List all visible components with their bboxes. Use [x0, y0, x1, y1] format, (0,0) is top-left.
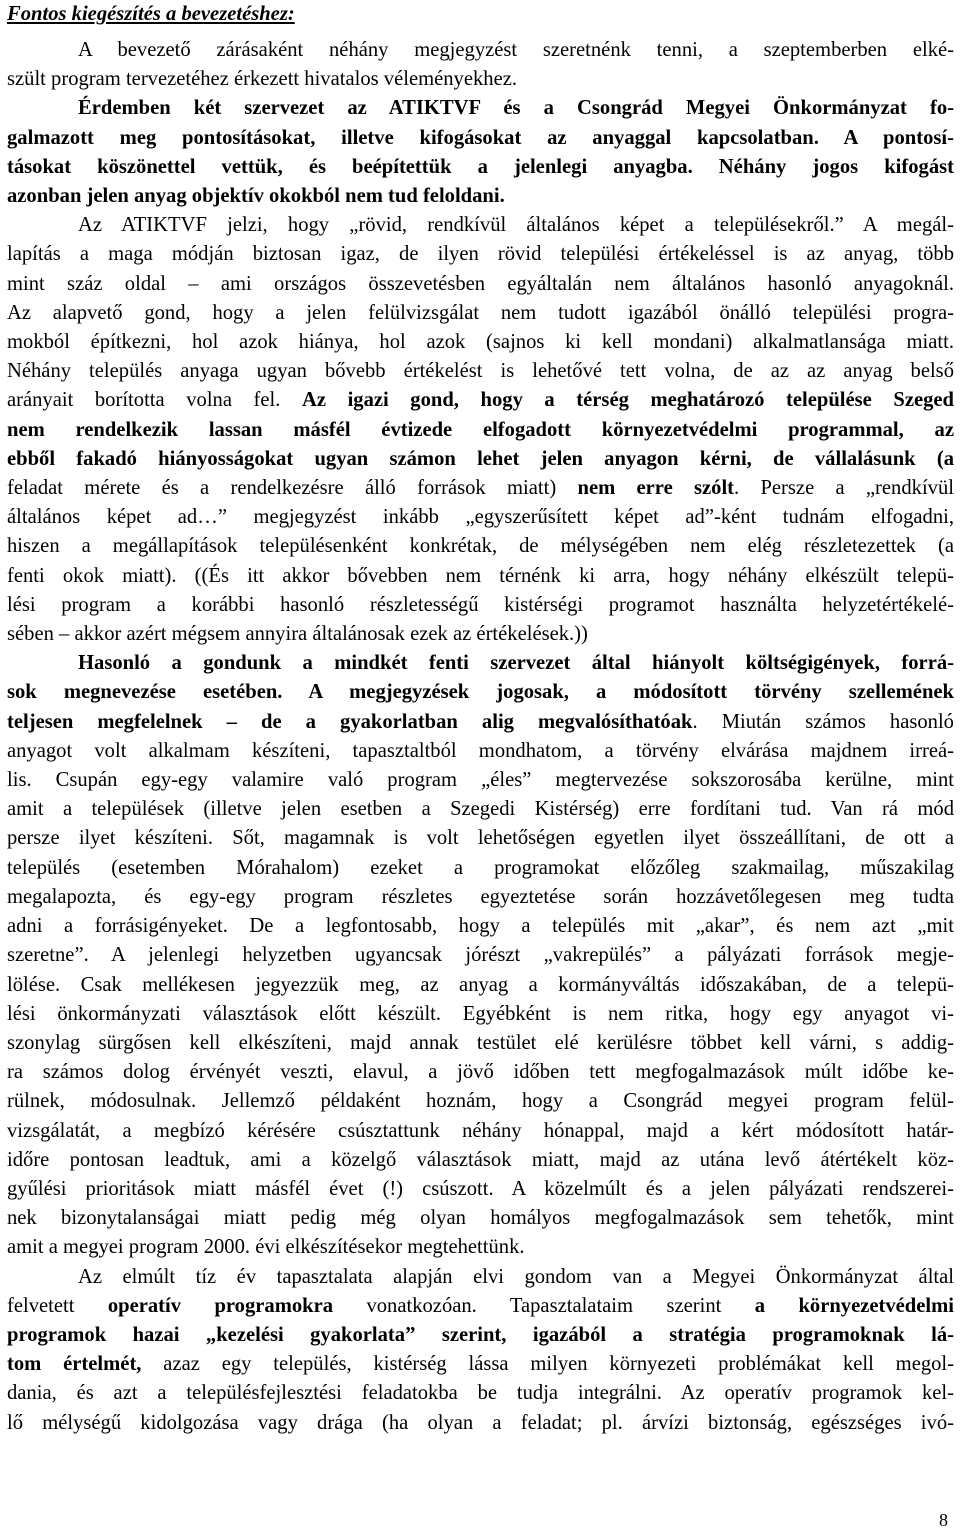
- text-line: nek bizonytalanságai miatt pedig még olyan homályos megfogalmazások sem tehetők, mint: [7, 1207, 954, 1230]
- text-line: ebből fakadó hiányosságokat ugyan számon lehet jelen anyagon kérni, de vállalásunk (a: [7, 447, 954, 470]
- text-line: anyagot volt alkalmam készíteni, tapasztaltból mondhatom, a törvény elvárása majdnem irreá-: [7, 739, 954, 762]
- text-line: amit a települések (illetve jelen esetben a Szegedi Kistérség) erre fordítani tud. Van rá mód: [7, 798, 954, 821]
- text-line: dania, és azt a településfejlesztési feladatokba be tudja integrálni. Az operatív programok kel-: [7, 1382, 954, 1405]
- text-line: lapítás a maga módján biztosan igaz, de ilyen rövid települési értékeléssel is az anyag, több: [7, 243, 954, 266]
- text-line: programok hazai „kezelési gyakorlata” szerint, igazából a stratégia programoknak lá-: [7, 1323, 954, 1346]
- text-line: település (esetemben Mórahalom) ezeket a programokat előzőleg szakmailag, műszakilag: [7, 856, 954, 879]
- text-line: szonylag sürgősen kell elkészíteni, majd annak testület elé kerülésre többet kell várni, s addig-: [7, 1031, 954, 1054]
- text-line: A bevezető zárásaként néhány megjegyzést szeretnénk tenni, a szeptemberben elké-: [78, 39, 954, 61]
- text-line: amit a megyei program 2000. évi elkészítésekor megtehettünk.: [7, 1236, 525, 1259]
- text-line: általános képet ad…” megjegyzést inkább „egyszerűsített képet ad”-ként tudnám elfogadni,: [7, 506, 954, 529]
- text-line: teljesen megfelelnek – de a gyakorlatban alig megvalósíthatóak. Miután számos hasonló: [7, 710, 954, 733]
- text-line: sok megnevezése esetében. A megjegyzések jogosak, a módosított törvény szellemének: [7, 681, 954, 704]
- text-line: időre pontosan leadtuk, ami a közelgő választások miatt, majd az utána levő átértékelt köz-: [7, 1148, 954, 1171]
- text-line: fenti okok miatt). ((És itt akkor bővebben nem térnénk ki arra, hogy néhány elkészült telepü-: [7, 564, 954, 587]
- text-line: lis. Csupán egy-egy valamire való program „éles” megtervezése sokszorosába kerülne, mint: [7, 769, 954, 792]
- text-line: felvetett operatív programokra vonatkozóan. Tapasztalataim szerint a környezetvédelmi: [7, 1294, 954, 1317]
- text-line: szült program tervezetéhez érkezett hivatalos véleményekhez.: [7, 68, 518, 91]
- text-line: Az alapvető gond, hogy a jelen felülvizsgálat nem tudott igazából önálló települési progra-: [7, 301, 954, 324]
- text-line: szeretne”. A jelenlegi helyzetben ugyancsak jórészt „vakrepülés” a pályázati források megje-: [7, 944, 954, 967]
- text-line: vizsgálatát, a megbízó kérésére csúsztattunk néhány hónappal, majd a kért módosított határ-: [7, 1119, 954, 1142]
- text-line: persze ilyet készíteni. Sőt, magamnak is volt lehetőségen egyetlen ilyet összeállítani, de ott a: [7, 827, 954, 850]
- text-line: rülnek, módosulnak. Jellemző példaként hoznám, hogy a Csongrád megyei program felül-: [7, 1090, 954, 1113]
- text-line: tom értelmét, azaz egy település, kistérség lássa milyen környezeti problémákat kell megol-: [7, 1353, 954, 1376]
- text-line: lési önkormányzati választások előtt készült. Egyébként is nem ritka, hogy egy anyagot vi-: [7, 1002, 954, 1025]
- text-line: hiszen a megállapítások településenként konkrétak, de mélységében nem elég részletezettek (a: [7, 535, 954, 558]
- body-text: [7, 36, 954, 1438]
- text-line: Hasonló a gondunk a mindkét fenti szervezet által hiányolt költségigények, forrá-: [78, 652, 954, 675]
- page-number: 8: [939, 1510, 948, 1530]
- text-line: mokból építkezni, hol azok hiánya, hol azok (sajnos ki kell mondani) alkalmatlansága miatt.: [7, 331, 954, 354]
- text-line: lölése. Csak mellékesen jegyezzük meg, az anyag a kormányváltás időszakában, de a telepü-: [7, 973, 954, 996]
- text-line: Az ATIKTVF jelzi, hogy „rövid, rendkívül általános képet a településekről.” A megál-: [78, 214, 954, 237]
- text-line: Érdemben két szervezet az ATIKTVF és a Csongrád Megyei Önkormányzat fo-: [78, 97, 954, 120]
- section-heading: Fontos kiegészítés a bevezetéshez:: [7, 3, 295, 25]
- text-line: tásokat köszönettel vettük, és beépítettük a jelenlegi anyagba. Néhány jogos kifogást: [7, 155, 954, 178]
- text-line: galmazott meg pontosításokat, illetve kifogásokat az anyaggal kapcsolatban. A pontosí-: [7, 126, 954, 149]
- text-line: ra számos dolog érvényét veszti, elavul, a jövő időben tett megfogalmazások múlt időbe ke-: [7, 1061, 954, 1084]
- text-line: sében – akkor azért mégsem annyira általánosak ezek az értékelések.)): [7, 623, 588, 646]
- text-line: gyűlési prioritások miatt másfél évet (!) csúszott. A közelmúlt és a jelen pályázati rendszerei-: [7, 1177, 954, 1200]
- text-line: arányait borította volna fel. Az igazi gond, hogy a térség meghatározó települése Szeged: [7, 389, 954, 412]
- text-line: lő mélységű kidolgozása vagy drága (ha olyan a feladat; pl. árvízi biztonság, egészséges ivó-: [7, 1411, 954, 1434]
- text-line: Az elmúlt tíz év tapasztalata alapján elvi gondom van a Megyei Önkormányzat által: [78, 1265, 954, 1288]
- text-line: mint száz oldal – ami országos összevetésben egyáltalán nem általános hasonló anyagoknál.: [7, 272, 954, 295]
- text-line: megalapozta, és egy-egy program részletes egyeztetése során hozzávetőlegesen meg tudta: [7, 885, 954, 908]
- text-line: Néhány település anyaga ugyan bővebb értékelést is lehetővé tett volna, de az az anyag belső: [7, 360, 954, 383]
- text-line: azonban jelen anyag objektív okokból nem tud feloldani.: [7, 185, 505, 208]
- text-line: nem rendelkezik lassan másfél évtizede elfogadott környezetvédelmi programmal, az: [7, 418, 954, 441]
- text-line: adni a forrásigényeket. De a legfontosabb, hogy a település mit „akar”, és nem azt „mit: [7, 915, 954, 938]
- text-line: feladat mérete és a rendelkezésre álló források miatt) nem erre szólt. Persze a „rendkívül: [7, 477, 954, 500]
- text-line: lési program a korábbi hasonló részletességű kistérségi programot használta helyzetértékelé-: [7, 593, 954, 616]
